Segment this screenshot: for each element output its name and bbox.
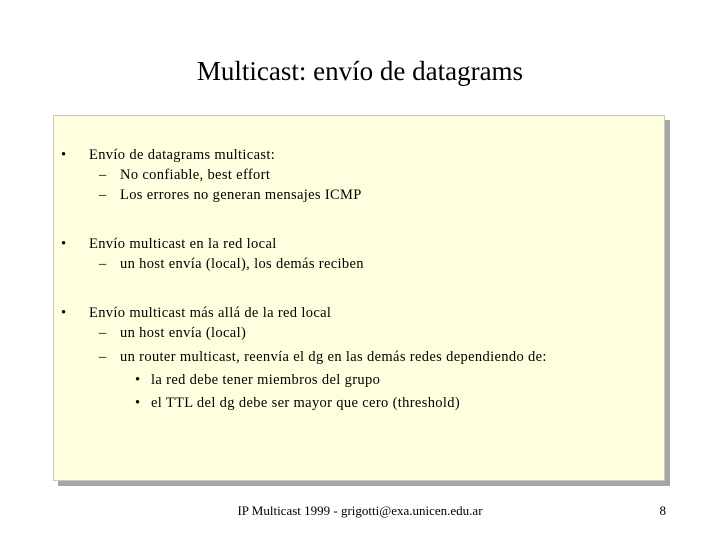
sub-bullet-text: un host envía (local), los demás reciben: [120, 256, 364, 272]
sub-sub-bullet-marker: •: [135, 372, 141, 388]
footer-text: IP Multicast 1999 - grigotti@exa.unicen.edu.ar: [237, 503, 483, 518]
bullet-text: Envío multicast en la red local: [89, 236, 277, 252]
sub-bullet-marker: –: [99, 349, 107, 365]
page-number: 8: [659, 503, 666, 518]
sub-bullet-text: un router multicast, reenvía el dg en las demás redes dependiendo de:: [120, 349, 547, 365]
bullet-text: Envío de datagrams multicast:: [89, 147, 276, 163]
content-box: [53, 115, 665, 481]
sub-bullet-text: un host envía (local): [120, 325, 247, 341]
sub-bullet-text: Los errores no generan mensajes ICMP: [120, 187, 362, 203]
bullet-marker: •: [61, 236, 67, 252]
sub-sub-bullet-marker: •: [135, 395, 141, 411]
bullet-text: Envío multicast más allá de la red local: [89, 305, 332, 321]
sub-sub-bullet-text: el TTL del dg debe ser mayor que cero (threshold): [151, 395, 461, 411]
sub-bullet-marker: –: [99, 187, 107, 203]
bullet-marker: •: [61, 305, 67, 321]
sub-bullet-marker: –: [99, 167, 107, 183]
slide-title: Multicast: envío de datagrams: [196, 56, 524, 86]
sub-bullet-marker: –: [99, 325, 107, 341]
bullet-marker: •: [61, 147, 67, 163]
sub-bullet-text: No confiable, best effort: [120, 167, 271, 183]
sub-sub-bullet-text: la red debe tener miembros del grupo: [151, 372, 381, 388]
sub-bullet-marker: –: [99, 256, 107, 272]
